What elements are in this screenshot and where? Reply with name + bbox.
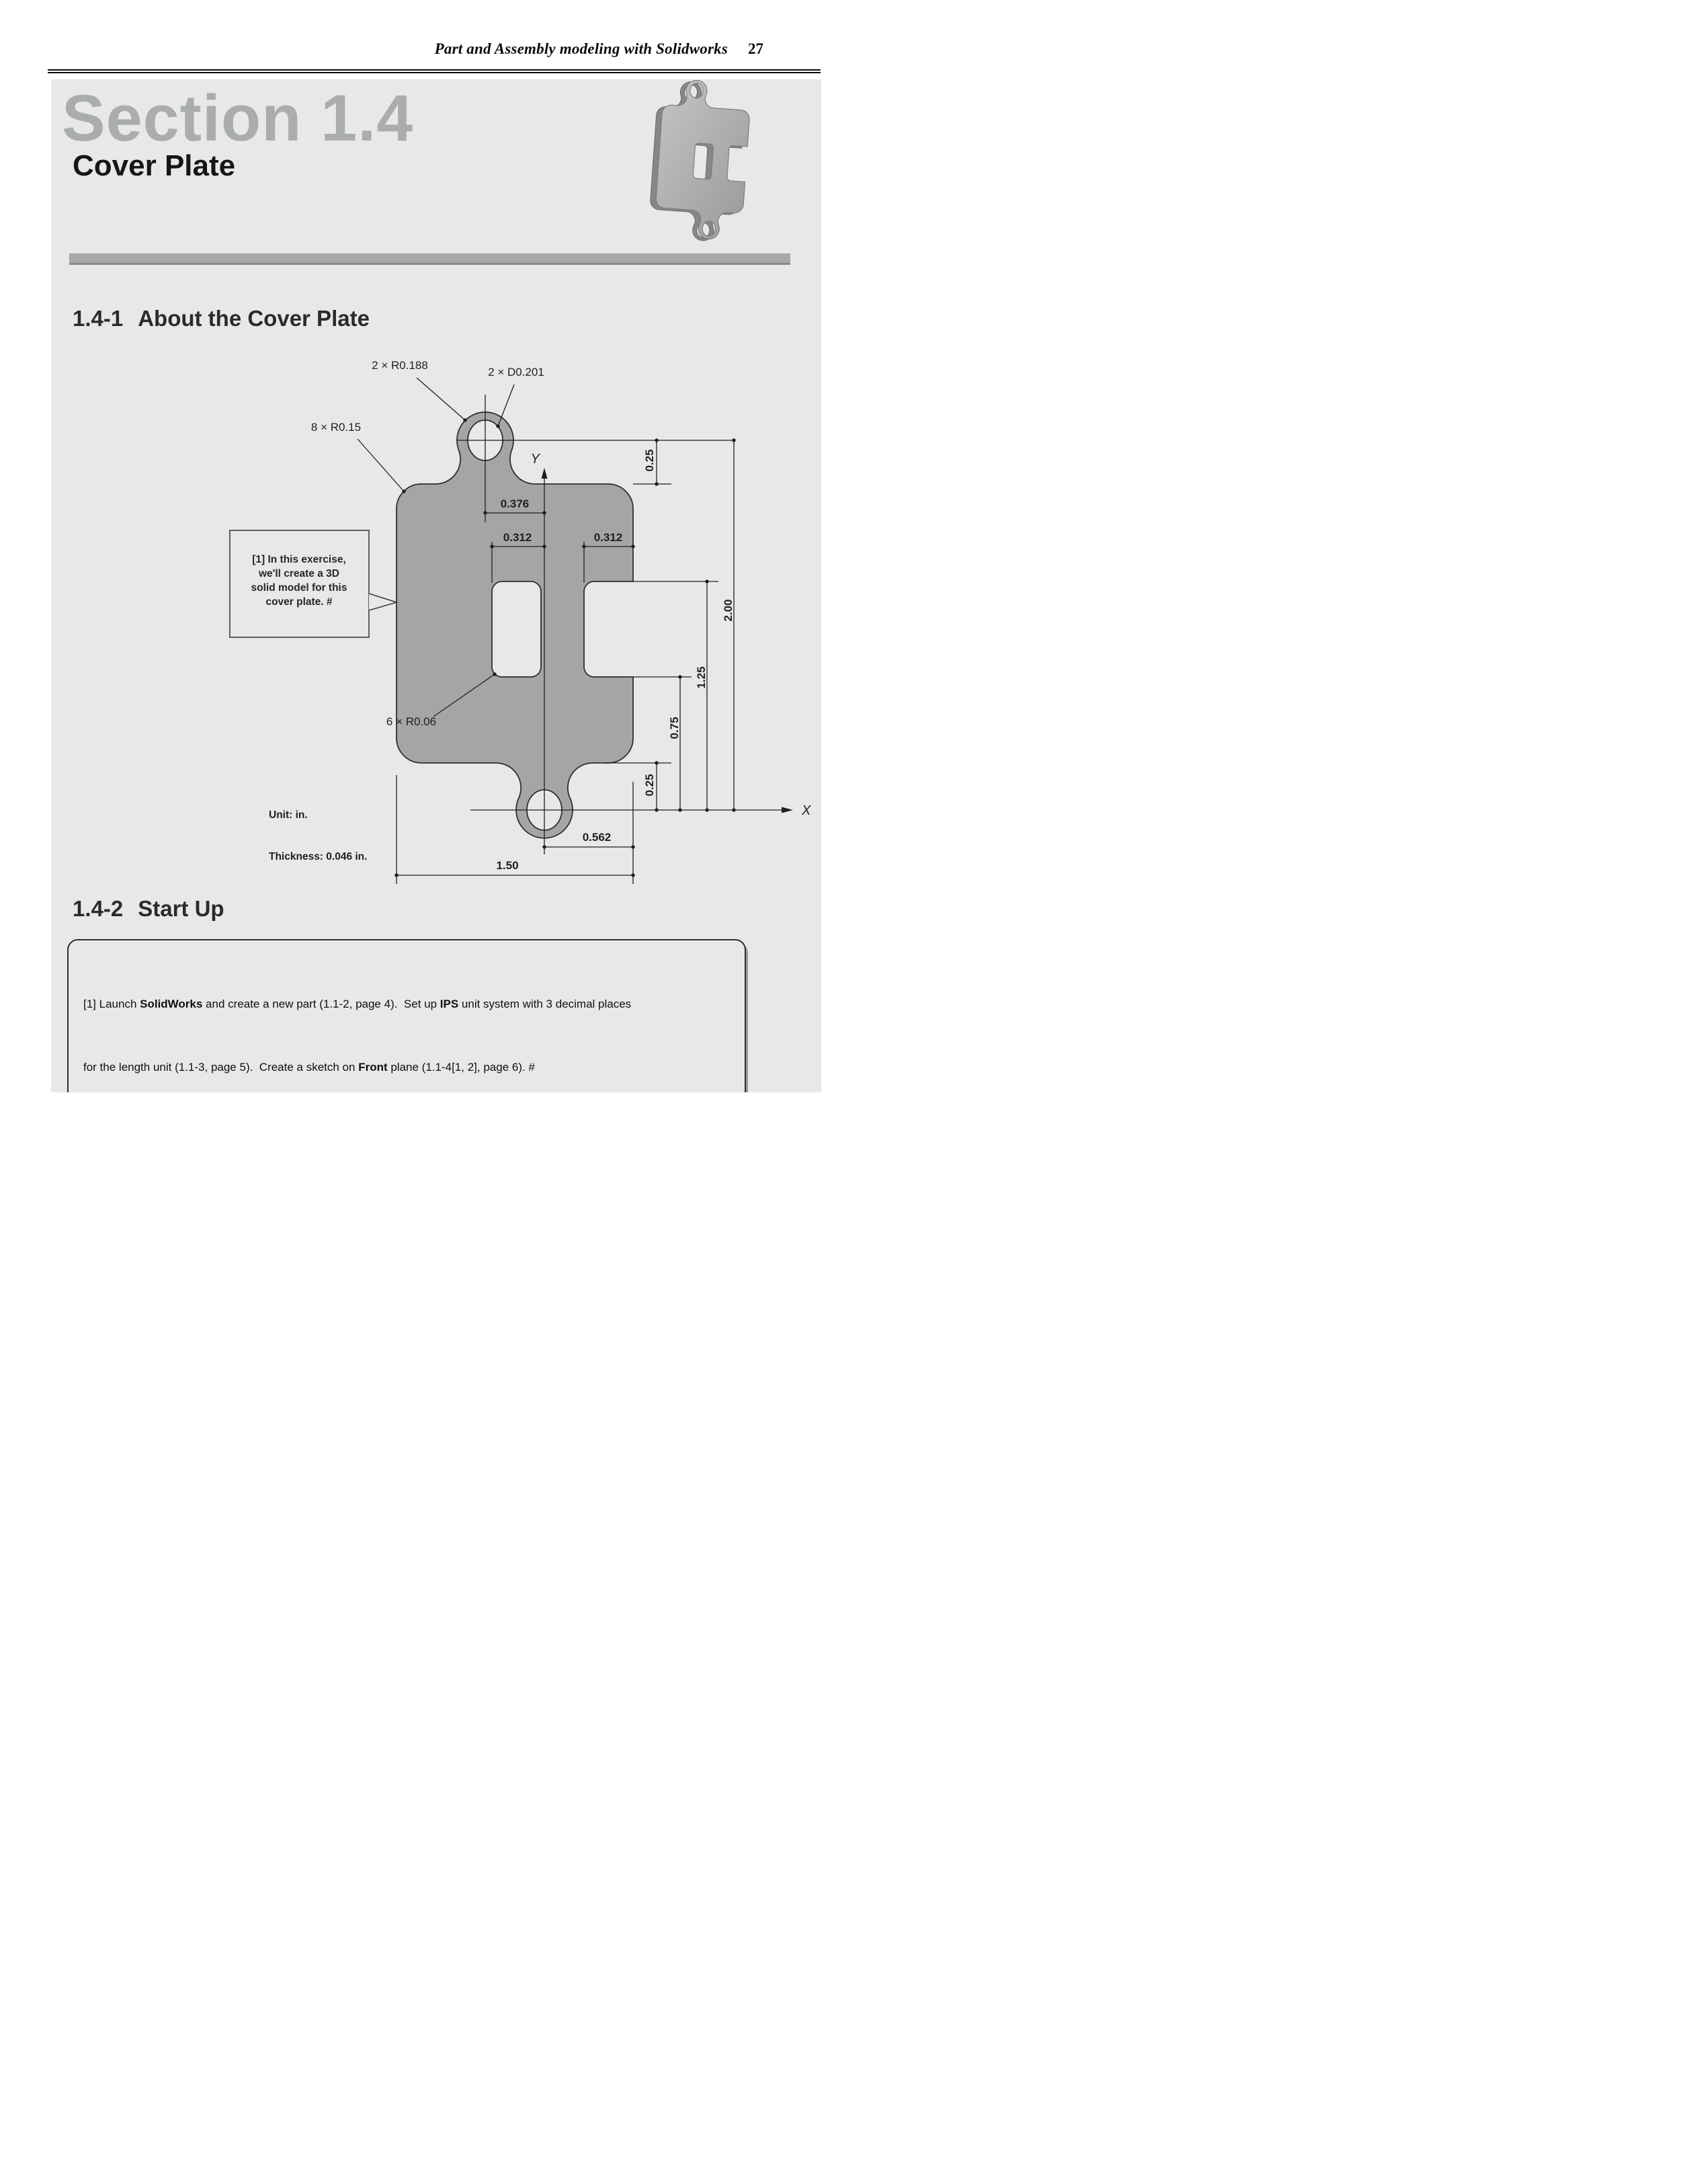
page-number: 27 — [748, 40, 763, 57]
dim-notch-top: 1.25 — [695, 666, 708, 689]
heading-number: 1.4-1 — [73, 306, 124, 331]
instruction-line: [1] Launch SolidWorks and create a new part (1.1-2, page 4). Set up IPS unit system with 3 decimal places — [83, 997, 632, 1010]
y-axis-arrow — [542, 468, 548, 479]
x-axis-arrow — [782, 807, 793, 813]
dim-tab-offset: 0.376 — [500, 497, 530, 510]
section-divider-bar — [69, 253, 790, 265]
heading-text: About the Cover Plate — [138, 306, 370, 331]
header-title: Part and Assembly modeling with Solidworks — [434, 40, 728, 57]
label-radius-tab: 2 × R0.188 — [372, 359, 428, 372]
heading-about-cover-plate — [73, 306, 370, 331]
note-thickness: Thickness: 0.046 in. — [269, 851, 368, 862]
dimension-lines — [358, 378, 782, 884]
label-radius-cutout: 6 × R0.06 — [386, 715, 437, 728]
dim-top-offset: 0.25 — [643, 449, 656, 472]
svg-text:cover plate. #: cover plate. # — [265, 596, 333, 608]
header-rule — [48, 69, 821, 73]
cover-plate-3d-view — [632, 74, 776, 247]
heading-number: 1.4-2 — [73, 896, 124, 922]
dim-body-width: 1.50 — [496, 859, 519, 872]
x-axis-label: X — [802, 803, 811, 818]
section-kicker: Section 1.4 — [62, 81, 414, 155]
plate-top-face — [653, 78, 751, 241]
y-axis-label: Y — [530, 452, 540, 467]
heading-start-up — [73, 896, 224, 922]
svg-text:solid model for this: solid model for this — [251, 582, 347, 594]
label-radius-body: 8 × R0.15 — [310, 421, 362, 434]
startup-instruction-box — [67, 939, 746, 1092]
book-page — [0, 0, 854, 1092]
svg-text:we'll create a 3D: we'll create a 3D — [258, 568, 340, 579]
callout-box — [230, 530, 397, 637]
dim-bottom-offset: 0.25 — [643, 774, 656, 797]
heading-text: Start Up — [138, 896, 224, 922]
dim-notch-width: 0.312 — [593, 531, 623, 544]
section-title: Cover Plate — [73, 149, 236, 182]
dim-total-height: 2.00 — [722, 599, 735, 622]
note-unit: Unit: in. — [269, 809, 308, 821]
svg-text:[1] In this exercise,: [1] In this exercise, — [252, 554, 346, 565]
part-outline — [397, 412, 633, 838]
dim-notch-bottom: 0.75 — [668, 717, 681, 739]
label-dia-hole: 2 × D0.201 — [488, 366, 544, 378]
dim-hole-offset: 0.562 — [582, 831, 612, 844]
dim-cutout-width: 0.312 — [503, 531, 532, 544]
instruction-line: for the length unit (1.1-3, page 5). Create a sketch on Front plane (1.1-4[1, 2], page 6). # — [83, 1061, 535, 1074]
page-header — [435, 40, 763, 58]
technical-drawing — [202, 346, 817, 897]
